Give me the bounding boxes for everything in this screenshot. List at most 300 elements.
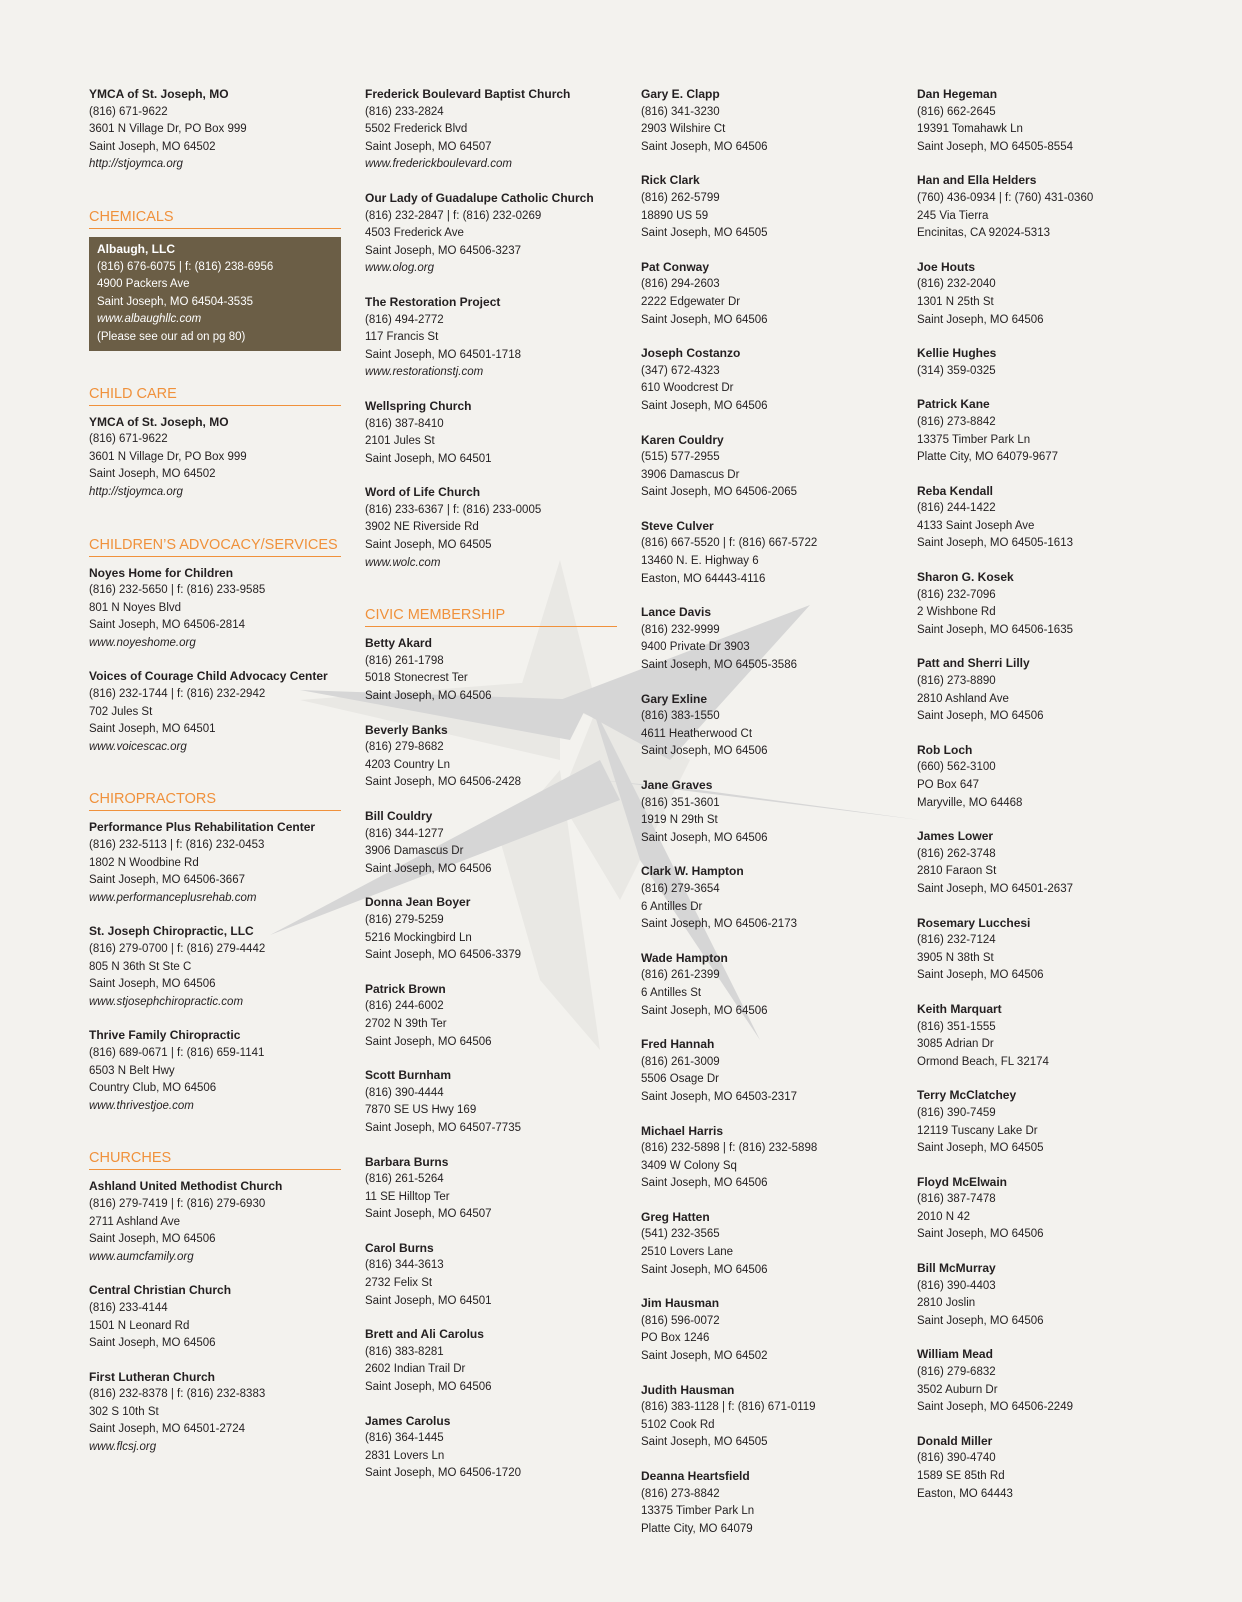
entry-name: James Carolus [365, 1413, 451, 1428]
entry-line: (816) 383-1128 | f: (816) 671-0119 [641, 1401, 816, 1414]
directory-entry [641, 1209, 893, 1279]
entry-line: Saint Joseph, MO 64506 [917, 710, 1044, 723]
directory-entry [365, 86, 617, 174]
entry-name: Donna Jean Boyer [365, 895, 471, 910]
entry-name: Barbara Burns [365, 1154, 449, 1169]
directory-entry [917, 1174, 1169, 1244]
directory-entry [89, 1178, 341, 1266]
entry-line: Saint Joseph, MO 64506-1635 [917, 623, 1073, 636]
entry-name: Performance Plus Rehabilitation Center [89, 820, 316, 835]
entry-line: Saint Joseph, MO 64506 [641, 399, 768, 412]
entry-line: Saint Joseph, MO 64506-2814 [89, 619, 245, 632]
entry-line: Easton, MO 64443-4116 [641, 572, 766, 585]
entry-name: Gary E. Clapp [641, 87, 720, 101]
directory-entry [89, 414, 341, 502]
entry-website-link[interactable]: www.performanceplusrehab.com [89, 891, 257, 904]
entry-website-link[interactable]: www.flcsj.org [89, 1441, 157, 1454]
directory-entry [365, 722, 617, 792]
entry-line: (816) 232-8378 | f: (816) 232-8383 [89, 1388, 266, 1401]
entry-name: Gary Exline [641, 691, 708, 706]
directory-entry [365, 808, 617, 878]
entry-line: Saint Joseph, MO 64505-8554 [917, 140, 1073, 153]
entry-line: Saint Joseph, MO 64507 [365, 140, 492, 153]
entry-line: (541) 232-3565 [641, 1228, 720, 1241]
entry-line: Encinitas, CA 92024-5313 [917, 227, 1050, 240]
entry-line: 18890 US 59 [641, 209, 709, 222]
entry-name: Sharon G. Kosek [917, 570, 1014, 585]
entry-name: Thrive Family Chiropractic [89, 1028, 241, 1043]
entry-line: 13460 N. E. Highway 6 [641, 555, 759, 568]
directory-entry [89, 668, 341, 756]
entry-line: Saint Joseph, MO 64507-7735 [365, 1121, 521, 1134]
entry-line: 13375 Timber Park Ln [641, 1505, 755, 1518]
entry-line: Saint Joseph, MO 64506-2065 [641, 486, 797, 499]
entry-line: Maryville, MO 64468 [917, 796, 1023, 809]
entry-website-link[interactable]: www.frederickboulevard.com [365, 158, 513, 171]
entry-line: (816) 390-4444 [365, 1086, 444, 1099]
entry-line: Saint Joseph, MO 64506 [641, 1263, 768, 1276]
entry-line: Saint Joseph, MO 64506-2173 [641, 918, 797, 931]
entry-line: (816) 232-9999 [641, 623, 720, 636]
entry-line: 3601 N Village Dr, PO Box 999 [89, 123, 247, 136]
entry-name: Albaugh, LLC [97, 241, 175, 256]
entry-line: Saint Joseph, MO 64505 [365, 539, 492, 552]
entry-line: Saint Joseph, MO 64506 [641, 313, 768, 326]
entry-line: (816) 344-3613 [365, 1259, 444, 1272]
entry-line: (816) 494-2772 [365, 313, 444, 326]
section-heading: CHEMICALS [89, 208, 341, 229]
entry-name: Rob Loch [917, 742, 973, 757]
entry-line: (816) 383-8281 [365, 1345, 444, 1358]
entry-line: Saint Joseph, MO 64501 [365, 452, 492, 465]
entry-line: 4611 Heatherwood Ct [641, 727, 753, 740]
entry-line: Saint Joseph, MO 64506-3237 [365, 244, 521, 257]
entry-name: Rosemary Lucchesi [917, 915, 1031, 930]
entry-line: (816) 244-1422 [917, 502, 996, 515]
entry-line: 3902 NE Riverside Rd [365, 521, 479, 534]
entry-name: Lance Davis [641, 605, 712, 620]
entry-name: Central Christian Church [89, 1283, 232, 1298]
entry-line: Platte City, MO 64079 [641, 1522, 753, 1535]
entry-line: (816) 273-8890 [917, 675, 996, 688]
entry-line: 6 Antilles Dr [641, 900, 703, 913]
directory-entry [89, 1369, 341, 1457]
entry-name: Bill Couldry [365, 809, 433, 823]
entry-line: (816) 279-0700 | f: (816) 279-4442 [89, 943, 266, 955]
entry-line: (816) 232-5898 | f: (816) 232-5898 [641, 1142, 818, 1155]
entry-line: 1802 N Woodbine Rd [89, 856, 199, 869]
entry-line: (816) 671-9622 [89, 433, 168, 446]
directory-entry [917, 915, 1169, 985]
directory-column-3 [641, 86, 893, 1554]
entry-line: 1301 N 25th St [917, 295, 994, 308]
entry-line: (816) 387-8410 [365, 417, 444, 430]
section-heading: CHIROPRACTORS [89, 790, 341, 811]
entry-name: Floyd McElwain [917, 1174, 1008, 1189]
entry-name: Betty Akard [365, 636, 432, 651]
directory-entry [641, 1295, 893, 1365]
directory-entry [641, 1123, 893, 1193]
directory-entry [917, 655, 1169, 725]
entry-line: 702 Jules St [89, 705, 153, 718]
directory-entry [917, 742, 1169, 812]
entry-line: Saint Joseph, MO 64506 [641, 1177, 768, 1190]
entry-line: (816) 279-8682 [365, 741, 444, 754]
entry-name: Karen Couldry [641, 432, 724, 447]
entry-line: (816) 261-5264 [365, 1173, 444, 1186]
entry-line: 1589 SE 85th Rd [917, 1470, 1005, 1482]
entry-line: (816) 689-0671 | f: (816) 659-1141 [89, 1046, 265, 1059]
entry-line: (816) 390-4740 [917, 1452, 996, 1465]
entry-line: (314) 359-0325 [917, 364, 996, 377]
entry-line: 2010 N 42 [917, 1210, 971, 1223]
directory-entry [641, 172, 893, 242]
entry-website-link[interactable]: www.stjosephchiropractic.com [89, 995, 244, 1008]
directory-entry [641, 1382, 893, 1452]
entry-line: Saint Joseph, MO 64506 [365, 690, 492, 703]
entry-line: 3409 W Colony Sq [641, 1159, 737, 1172]
entry-name: Bill McMurray [917, 1261, 996, 1276]
entry-line: 3906 Damascus Dr [641, 468, 740, 481]
entry-line: 6 Antilles St [641, 986, 702, 999]
entry-line: (816) 390-4403 [917, 1279, 996, 1292]
directory-entry [917, 1346, 1169, 1416]
entry-line: 5502 Frederick Blvd [365, 123, 468, 136]
entry-name: YMCA of St. Joseph, MO [89, 87, 229, 101]
entry-name: Scott Burnham [365, 1068, 452, 1083]
entry-line: 2602 Indian Trail Dr [365, 1363, 466, 1376]
entry-line: 3601 N Village Dr, PO Box 999 [89, 450, 247, 463]
entry-line: 4133 Saint Joseph Ave [917, 519, 1035, 532]
entry-line: PO Box 1246 [641, 1332, 710, 1345]
entry-name: Michael Harris [641, 1123, 724, 1138]
entry-line: (816) 262-5799 [641, 191, 720, 204]
entry-line: 2222 Edgewater Dr [641, 295, 741, 308]
entry-line: (816) 262-3748 [917, 847, 996, 860]
directory-entry [917, 569, 1169, 639]
entry-website-link[interactable]: www.thrivestjoe.com [89, 1099, 194, 1112]
entry-line: 2903 Wilshire Ct [641, 123, 726, 136]
directory-entry [917, 828, 1169, 898]
entry-ad-note: (Please see our ad on pg 80) [97, 330, 246, 343]
directory-entry [641, 691, 893, 761]
entry-name: The Restoration Project [365, 294, 501, 309]
directory-entry [641, 863, 893, 933]
entry-line: Ormond Beach, FL 32174 [917, 1055, 1049, 1068]
entry-line: (816) 341-3230 [641, 105, 720, 118]
entry-line: (816) 261-3009 [641, 1055, 720, 1068]
entry-line: Saint Joseph, MO 64501-1718 [365, 348, 521, 361]
entry-line: Saint Joseph, MO 64501 [89, 723, 216, 736]
directory-entry [365, 1326, 617, 1396]
entry-website-link[interactable]: www.noyeshome.org [89, 636, 196, 649]
entry-line: Saint Joseph, MO 64506 [365, 862, 492, 875]
entry-name: Wade Hampton [641, 950, 728, 965]
entry-line: Saint Joseph, MO 64506 [641, 140, 768, 153]
entry-line: Saint Joseph, MO 64505-3586 [641, 659, 797, 672]
entry-line: (816) 279-5259 [365, 913, 444, 926]
directory-entry [365, 484, 617, 572]
entry-line: Saint Joseph, MO 64506 [365, 1381, 492, 1394]
entry-line: Saint Joseph, MO 64501 [365, 1294, 492, 1307]
entry-line: (816) 279-7419 | f: (816) 279-6930 [89, 1197, 266, 1210]
entry-line: Saint Joseph, MO 64502 [641, 1350, 768, 1363]
entry-website-link[interactable]: www.restorationstj.com [365, 366, 484, 379]
entry-line: (816) 273-8842 [917, 415, 996, 428]
entry-name: Word of Life Church [365, 485, 481, 500]
entry-name: Joe Houts [917, 259, 976, 274]
entry-line: Saint Joseph, MO 64506 [89, 1233, 216, 1246]
entry-line: 9400 Private Dr 3903 [641, 641, 750, 654]
directory-entry [365, 190, 617, 278]
directory-entry [917, 1087, 1169, 1157]
entry-line: (816) 676-6075 | f: (816) 238-6956 [97, 260, 274, 273]
entry-line: 610 Woodcrest Dr [641, 382, 734, 395]
entry-line: 7870 SE US Hwy 169 [365, 1104, 477, 1117]
entry-line: 3085 Adrian Dr [917, 1038, 994, 1051]
entry-line: (816) 383-1550 [641, 710, 720, 723]
entry-name: Joseph Costanzo [641, 346, 741, 361]
entry-name: Patrick Brown [365, 981, 446, 996]
entry-line: 1919 N 29th St [641, 814, 718, 827]
entry-name: Our Lady of Guadalupe Catholic Church [365, 190, 594, 205]
entry-line: 302 S 10th St [89, 1405, 159, 1418]
entry-line: (760) 436-0934 | f: (760) 431-0360 [917, 191, 1094, 204]
entry-line: Saint Joseph, MO 64506 [89, 1337, 216, 1350]
entry-line: 2732 Felix St [365, 1277, 433, 1290]
entry-website-link[interactable]: www.wolc.com [365, 556, 441, 569]
entry-line: Saint Joseph, MO 64507 [365, 1208, 492, 1221]
entry-website-link[interactable]: www.aumcfamily.org [89, 1250, 194, 1263]
entry-website-link[interactable]: www.olog.org [365, 262, 435, 275]
entry-line: (816) 387-7478 [917, 1193, 996, 1206]
entry-name: First Lutheran Church [89, 1369, 216, 1384]
entry-line: Saint Joseph, MO 64506 [917, 313, 1044, 326]
entry-line: Saint Joseph, MO 64506 [917, 1228, 1044, 1241]
entry-line: Saint Joseph, MO 64506 [365, 1035, 492, 1048]
entry-line: (816) 662-2645 [917, 105, 996, 118]
entry-line: Saint Joseph, MO 64506 [917, 1314, 1044, 1327]
directory-entry [917, 86, 1169, 156]
entry-line: Saint Joseph, MO 64501-2637 [917, 882, 1073, 895]
entry-name: Deanna Heartsfield [641, 1469, 750, 1483]
entry-name: Wellspring Church [365, 398, 472, 413]
entry-line: Saint Joseph, MO 64502 [89, 468, 216, 481]
entry-line: (816) 294-2603 [641, 278, 720, 291]
entry-name: Steve Culver [641, 518, 714, 533]
entry-name: Brett and Ali Carolus [365, 1327, 484, 1342]
entry-line: (816) 596-0072 [641, 1314, 720, 1327]
entry-line: 5018 Stonecrest Ter [365, 672, 468, 685]
directory-column-2 [365, 86, 617, 1499]
entry-line: 4900 Packers Ave [97, 278, 190, 291]
entry-line: Saint Joseph, MO 64506-2249 [917, 1401, 1073, 1414]
directory-entry [89, 565, 341, 653]
entry-website-link[interactable]: www.voicescac.org [89, 740, 187, 753]
entry-line: Easton, MO 64443 [917, 1487, 1013, 1500]
directory-entry [365, 1413, 617, 1483]
entry-line: 2810 Ashland Ave [917, 692, 1009, 705]
entry-line: Saint Joseph, MO 64506-3379 [365, 949, 521, 962]
entry-line: 12119 Tuscany Lake Dr [917, 1124, 1038, 1137]
entry-line: 2810 Joslin [917, 1297, 976, 1310]
entry-line: 3906 Damascus Dr [365, 845, 464, 858]
entry-line: Saint Joseph, MO 64506-2428 [365, 776, 521, 789]
directory-entry [89, 1027, 341, 1115]
entry-name: Voices of Courage Child Advocacy Center [89, 669, 328, 684]
directory-entry [917, 172, 1169, 242]
entry-line: (816) 244-6002 [365, 1000, 444, 1013]
entry-line: (816) 261-1798 [365, 654, 444, 667]
directory-entry [365, 1067, 617, 1137]
entry-line: (816) 279-6832 [917, 1366, 996, 1379]
directory-entry [917, 1001, 1169, 1071]
entry-line: 5216 Mockingbird Ln [365, 931, 472, 944]
directory-entry [641, 604, 893, 674]
entry-line: (816) 351-1555 [917, 1020, 996, 1033]
entry-name: Jane Graves [641, 778, 713, 792]
entry-line: 805 N 36th St Ste C [89, 960, 192, 973]
entry-line: 2 Wishbone Rd [917, 606, 996, 619]
entry-line: PO Box 647 [917, 779, 980, 791]
directory-entry [917, 345, 1169, 380]
entry-website-link[interactable]: http://stjoymca.org [89, 485, 183, 498]
entry-line: Saint Joseph, MO 64506-3667 [89, 874, 245, 887]
entry-line: 117 Francis St [365, 331, 439, 344]
entry-name: Rick Clark [641, 173, 700, 188]
entry-name: Judith Hausman [641, 1382, 735, 1397]
entry-name: Terry McClatchey [917, 1088, 1017, 1103]
directory-entry [641, 86, 893, 156]
directory-entry [917, 1433, 1169, 1503]
entry-name: Clark W. Hampton [641, 864, 744, 879]
directory-entry [917, 396, 1169, 466]
entry-line: 11 SE Hilltop Ter [365, 1190, 450, 1203]
entry-line: 2101 Jules St [365, 435, 435, 448]
entry-line: (816) 232-2040 [917, 278, 996, 291]
directory-entry [641, 518, 893, 588]
entry-line: (816) 233-6367 | f: (816) 233-0005 [365, 503, 542, 516]
entry-name: Kellie Hughes [917, 346, 997, 361]
entry-website-link[interactable]: http://stjoymca.org [89, 158, 183, 171]
entry-name: Fred Hannah [641, 1037, 715, 1052]
entry-line: Platte City, MO 64079-9677 [917, 451, 1059, 464]
entry-line: 6503 N Belt Hwy [89, 1064, 175, 1077]
entry-line: Saint Joseph, MO 64506 [89, 978, 216, 991]
directory-entry [917, 483, 1169, 553]
entry-line: Saint Joseph, MO 64506 [917, 969, 1044, 982]
entry-line: 5102 Cook Rd [641, 1418, 715, 1431]
directory-entry [641, 950, 893, 1020]
entry-name: Beverly Banks [365, 722, 448, 737]
entry-name: Donald Miller [917, 1433, 993, 1448]
directory-entry [89, 86, 341, 174]
entry-line: Country Club, MO 64506 [89, 1082, 217, 1095]
entry-line: 1501 N Leonard Rd [89, 1319, 190, 1332]
featured-listing [89, 237, 341, 351]
entry-line: (816) 667-5520 | f: (816) 667-5722 [641, 537, 818, 550]
entry-name: YMCA of St. Joseph, MO [89, 414, 229, 429]
directory-entry [917, 259, 1169, 329]
entry-line: 5506 Osage Dr [641, 1073, 719, 1086]
section-heading: CHILD CARE [89, 385, 341, 406]
entry-line: 2702 N 39th Ter [365, 1017, 447, 1030]
entry-line: 2510 Lovers Lane [641, 1246, 734, 1259]
entry-line: 245 Via Tierra [917, 209, 989, 222]
entry-line: 19391 Tomahawk Ln [917, 123, 1023, 136]
entry-line: (816) 232-1744 | f: (816) 232-2942 [89, 688, 266, 701]
entry-line: 801 N Noyes Blvd [89, 601, 182, 614]
directory-entry [641, 777, 893, 847]
entry-line: 2711 Ashland Ave [89, 1215, 181, 1228]
entry-line: Saint Joseph, MO 64504-3535 [97, 295, 253, 308]
entry-line: 3502 Auburn Dr [917, 1383, 998, 1396]
section-heading: CHILDREN’S ADVOCACY/SERVICES [89, 536, 341, 557]
entry-line: (660) 562-3100 [917, 761, 996, 774]
entry-line: (816) 273-8842 [641, 1487, 720, 1500]
entry-line: Saint Joseph, MO 64505 [641, 1436, 768, 1449]
entry-line: (816) 232-2847 | f: (816) 232-0269 [365, 209, 542, 222]
entry-line: (816) 279-3654 [641, 882, 720, 895]
entry-line: 4503 Frederick Ave [365, 227, 464, 240]
entry-name: James Lower [917, 829, 994, 844]
entry-line: (816) 232-7124 [917, 934, 996, 947]
entry-line: (816) 233-4144 [89, 1301, 168, 1314]
entry-line: Saint Joseph, MO 64506 [641, 745, 768, 758]
entry-name: Keith Marquart [917, 1001, 1002, 1016]
directory-column-1 [89, 86, 341, 1473]
entry-line: (515) 577-2955 [641, 451, 720, 464]
entry-name: Han and Ella Helders [917, 173, 1037, 188]
directory-entry [365, 1240, 617, 1310]
entry-line: (816) 671-9622 [89, 105, 168, 118]
directory-entry [365, 294, 617, 382]
entry-line: (816) 390-7459 [917, 1106, 996, 1119]
entry-line: (816) 233-2824 [365, 105, 444, 118]
entry-website-link[interactable]: www.albaughllc.com [97, 313, 202, 326]
directory-entry [641, 1036, 893, 1106]
directory-entry [641, 259, 893, 329]
entry-name: William Mead [917, 1347, 993, 1362]
directory-entry [365, 1154, 617, 1224]
entry-name: Jim Hausman [641, 1296, 720, 1311]
entry-line: (816) 232-5113 | f: (816) 232-0453 [89, 839, 265, 852]
entry-line: Saint Joseph, MO 64503-2317 [641, 1090, 797, 1103]
entry-name: Frederick Boulevard Baptist Church [365, 87, 571, 101]
entry-line: 2831 Lovers Ln [365, 1449, 445, 1462]
section-heading: CIVIC MEMBERSHIP [365, 606, 617, 627]
directory-entry [365, 398, 617, 468]
entry-name: Pat Conway [641, 259, 710, 274]
directory-entry [641, 1468, 893, 1538]
entry-line: Saint Joseph, MO 64505 [917, 1142, 1044, 1155]
entry-line: (816) 232-5650 | f: (816) 233-9585 [89, 584, 266, 597]
entry-line: (816) 364-1445 [365, 1432, 444, 1445]
entry-line: Saint Joseph, MO 64506-1720 [365, 1467, 521, 1480]
entry-name: Greg Hatten [641, 1209, 710, 1224]
entry-name: Noyes Home for Children [89, 565, 234, 580]
directory-entry [365, 981, 617, 1051]
directory-entry [365, 894, 617, 964]
entry-name: Dan Hegeman [917, 87, 998, 101]
entry-name: Patrick Kane [917, 397, 990, 412]
entry-line: (347) 672-4323 [641, 364, 720, 377]
directory-entry [365, 635, 617, 705]
directory-entry [641, 432, 893, 502]
entry-name: St. Joseph Chiropractic, LLC [89, 924, 254, 939]
entry-line: Saint Joseph, MO 64506 [641, 831, 768, 844]
entry-name: Carol Burns [365, 1240, 434, 1255]
